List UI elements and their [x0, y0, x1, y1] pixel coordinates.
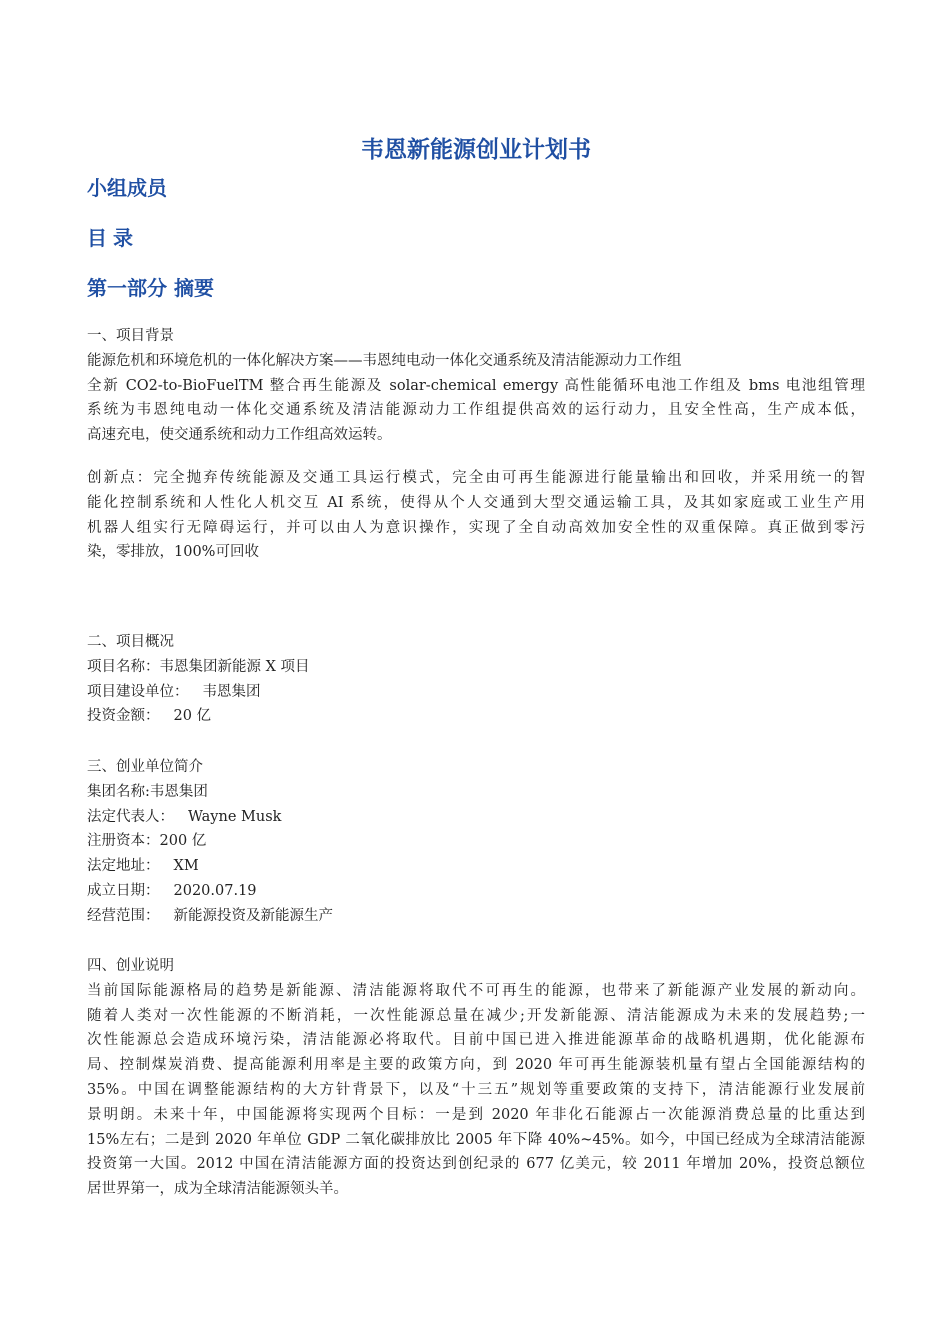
- company-item: [87, 805, 865, 830]
- section-innovation: [87, 466, 865, 565]
- item-value: 2020.07.19: [173, 882, 257, 899]
- company-item: [87, 829, 865, 854]
- heading-members: 小组成员: [87, 176, 167, 200]
- paragraph-line: 能化控制系统和人性化人机交互 AI 系统，使得从个人交通到大型交通运输工具，及其如家庭或工业生产用: [87, 494, 865, 511]
- heading-toc: 目录: [87, 226, 139, 250]
- company-item: [87, 879, 865, 904]
- paragraph-line: 高速充电，使交通系统和动力工作组高效运转。: [87, 427, 392, 444]
- item-label: 经营范围：: [87, 907, 160, 924]
- company-item: [87, 904, 865, 929]
- section-explanation: [87, 954, 865, 1202]
- item-value: 韦恩集团: [149, 783, 208, 800]
- paragraph-line: 系统为韦恩纯电动一体化交通系统及清洁能源动力工作组提供高效的运行动力，且安全性高，生产成本低，: [87, 402, 865, 419]
- company-item: [87, 780, 865, 805]
- paragraph-line: 机器人组实行无障碍运行，并可以由人为意识操作，实现了全自动高效加安全性的双重保障。真正做到零污: [87, 519, 865, 536]
- company-item: [87, 854, 865, 879]
- paragraph-line: 当前国际能源格局的趋势是新能源、清洁能源将取代不可再生的能源，也带来了新能源产业发展的新动向。: [87, 982, 865, 999]
- paragraph-line: 35%。中国在调整能源结构的大方针背景下，以及“十三五”规划等重要政策的支持下，清洁能源行业发展前: [87, 1081, 865, 1098]
- section-heading: 三、创业单位简介: [87, 759, 203, 775]
- item-label: 集团名称:: [87, 783, 150, 800]
- item-value: 韦恩集团新能源 X 项目: [159, 658, 310, 675]
- item-value: Wayne Musk: [188, 808, 282, 825]
- item-value: 200 亿: [159, 833, 207, 850]
- item-label: 投资金额：: [87, 708, 160, 725]
- paragraph-line: 创新点：完全抛弃传统能源及交通工具运行模式，完全由可再生能源进行能量输出和回收，并采用统一的智: [87, 470, 865, 486]
- paragraph-line: 染，零排放，100%可回收: [87, 544, 259, 561]
- paragraph-line: 局、控制煤炭消费、提高能源利用率是主要的政策方向，到 2020 年可再生能源装机量有望占全国能源结构的: [87, 1057, 865, 1074]
- item-value: 新能源投资及新能源生产: [173, 907, 333, 924]
- section-heading: 二、项目概况: [87, 634, 174, 650]
- overview-item: [87, 680, 865, 705]
- document-title: 韦恩新能源创业计划书: [361, 137, 591, 163]
- paragraph-line: 能源危机和环境危机的一体化解决方案——韦恩纯电动一体化交通系统及清洁能源动力工作组: [87, 352, 682, 369]
- item-label: 项目建设单位：: [87, 683, 189, 700]
- section-heading: 四、创业说明: [87, 958, 174, 974]
- paragraph-line: 15%左右；二是到 2020 年单位 GDP 二氧化碳排放比 2005 年下降 40%~45%。如今，中国已经成为全球清洁能源: [87, 1131, 865, 1148]
- item-label: 法定地址：: [87, 858, 160, 875]
- overview-item: [87, 704, 865, 729]
- paragraph-line: 随着人类对一次性能源的不断消耗，一次性能源总量在减少;开发新能源、清洁能源成为未来的发展趋势;一: [87, 1007, 865, 1024]
- paragraph-line: 居世界第一，成为全球清洁能源领头羊。: [87, 1181, 348, 1198]
- section-background: [87, 324, 865, 448]
- overview-item: [87, 655, 865, 680]
- paragraph-line: 全新 CO2-to-BioFuelTM 整合再生能源及 solar-chemical emergy 高性能循环电池工作组及 bms 电池组管理: [87, 377, 865, 394]
- paragraph-line: 景明朗。未来十年，中国能源将实现两个目标：一是到 2020 年非化石能源占一次能源消费总量的比重达到: [87, 1106, 865, 1123]
- item-label: 注册资本：: [87, 833, 160, 850]
- section-heading: 一、项目背景: [87, 328, 174, 344]
- item-label: 项目名称：: [87, 658, 160, 675]
- section-company: [87, 755, 865, 929]
- item-value: 20 亿: [173, 708, 212, 725]
- section-overview: [87, 630, 865, 729]
- item-label: 成立日期：: [87, 882, 160, 899]
- item-label: 法定代表人：: [87, 808, 174, 825]
- heading-part1-summary: 第一部分 摘要: [87, 276, 214, 300]
- paragraph-line: 次性能源总会造成环境污染，清洁能源必将取代。目前中国已进入推进能源革命的战略机遇期，优化能源布: [87, 1032, 865, 1049]
- item-value: XM: [173, 858, 199, 875]
- paragraph-line: 投资第一大国。2012 中国在清洁能源方面的投资达到创纪录的 677 亿美元，较 2011 年增加 20%，投资总额位: [87, 1156, 865, 1173]
- item-value: 韦恩集团: [202, 683, 261, 700]
